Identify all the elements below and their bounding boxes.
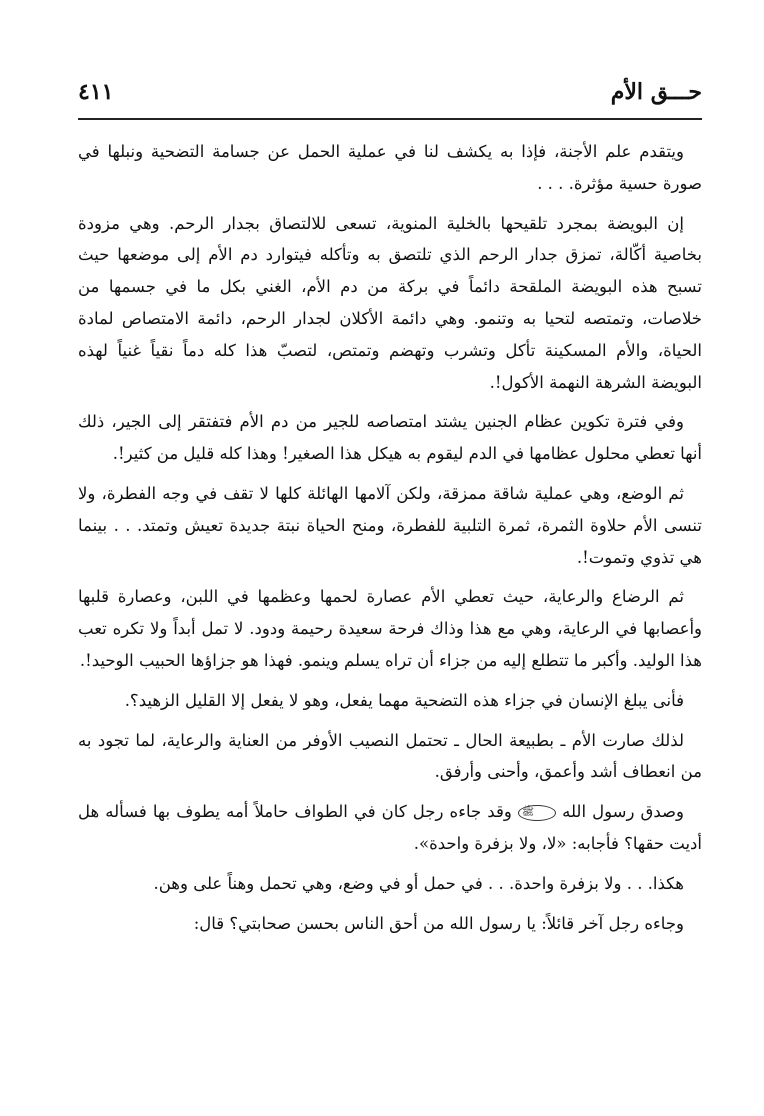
page-number: ٤١١ [78,79,114,105]
paragraph: هكذا. . . ولا بزفرة واحدة. . . في حمل أو في وضع، وهي تحمل وهناً على وهن. [153,873,684,893]
paragraph: ثم الوضع، وهي عملية شاقة ممزقة، ولكن آلامها الهائلة كلها لا تقف في وجه الفطرة، ولا تنسى الأم حلاوة الثمرة، ثمرة التلبية للفطرة، ومنح الحياة نبتة جديدة تعيش وتمتد. . . بينما هي تذوي وتموت!. [78,483,702,567]
hadith-paragraph [78,796,702,860]
header-rule [78,118,702,120]
paragraph: فأنى يبلغ الإنسان في جزاء هذه التضحية مهما يفعل، وهو لا يفعل إلا القليل الزهيد؟. [124,690,684,710]
running-title: حـــق الأم [610,79,702,105]
page-header [78,72,702,112]
hadith-intro: وصدق رسول الله [562,802,684,822]
paragraph: وجاءه رجل آخر قائلاً: يا رسول الله من أحق الناس بحسن صحابتي؟ قال: [193,913,684,933]
paragraph: ويتقدم علم الأجنة، فإذا به يكشف لنا في عملية الحمل عن جسامة التضحية ونبلها في صورة حسية مؤثرة. . . . [78,142,702,193]
paragraph: ثم الرضاع والرعاية، حيث تعطي الأم عصارة لحمها وعظمها في اللبن، وعصارة قلبها وأعصابها في الرعاية، وهي مع هذا وذاك فرحة سعيدة رحيمة ودود. لا تمل أبداً ولا تكره تعب هذا الوليد. وأكبر ما تتطلع إليه من جزاء أن تراه يسلم وينمو. فهذا هو جزاؤها الحبيب الوحيد!. [78,587,702,670]
paragraph: وفي فترة تكوين عظام الجنين يشتد امتصاصه للجير من دم الأم فتفتقر إلى الجير، ذلك أنها تعطي محلول عظامها في الدم ليقوم به هيكل هذا الصغير! وهذا كله قليل من كثير!. [78,412,702,464]
salutation-symbol: ﷺ [518,805,556,821]
paragraph: إن البويضة بمجرد تلقيحها بالخلية المنوية، تسعى للالتصاق بجدار الرحم. وهي مزودة بخاصية أكّالة، تمزق جدار الرحم الذي تلتصق به وتأكله فيتوارد دم الأم إلى موضعها حيث تسبح هذه البويضة الملقحة دائماً في بركة من دم الأم، الغني بكل ما في جسمها من خلاصات، وتمتصه لتحيا به وتنمو. وهي دائمة الأكلان لجدار الرحم، دائمة الامتصاص لمادة الحياة، والأم المسكينة تأكل وتشرب وتهضم وتمتص، لتصبّ هذا كله دماً نقياً غنياً لهذه البويضة الشرهة النهمة الأكول!. [78,213,702,392]
hadith-text: وقد جاءه رجل كان في الطواف حاملاً أمه يطوف بها فسأله هل أديت حقها؟ فأجابه: «لا، ولا بزفرة واحدة». [78,802,702,853]
body-text [78,136,702,947]
paragraph: لذلك صارت الأم ـ بطبيعة الحال ـ تحتمل النصيب الأوفر من العناية والرعاية، لما تجود به من انعطاف أشد وأعمق، وأحنى وأرفق. [78,730,702,782]
